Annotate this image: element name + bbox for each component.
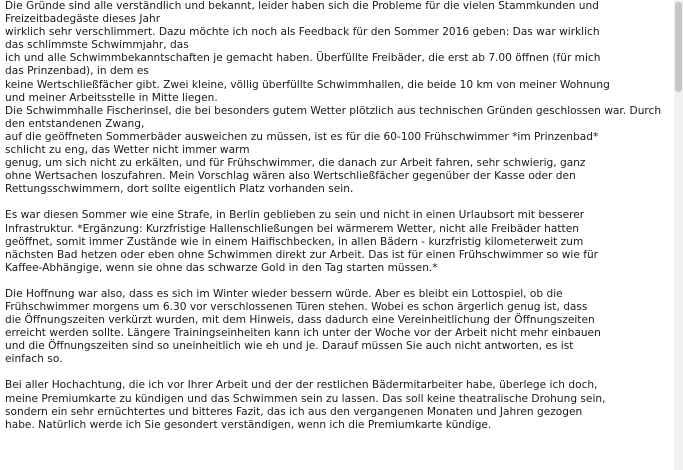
text-line: das schlimmste Schwimmjahr, das — [5, 39, 189, 52]
paragraph-1 — [5, 0, 669, 196]
text-line: ich und alle Schwimmbekanntschaften je gemacht haben. Überfüllte Freibäder, die erst ab 7.00 öffnen (für mich — [5, 52, 601, 65]
paragraph-3 — [5, 288, 669, 367]
paragraph-gap — [5, 275, 669, 288]
text-line: Frühschwimmer morgens um 6.30 vor verschlossenen Türen stehen. Wobei es schon ärgerlich genug ist, dass — [5, 300, 588, 313]
text-line: geöffnet, somit immer Zustände wie in einem Haifischbecken, in allen Bädern - kurzfristig kilometerweit zum — [5, 235, 584, 248]
text-line: das Prinzenbad), in dem es — [5, 65, 149, 78]
paragraph-gap — [5, 196, 669, 209]
text-line: wirklich sehr verschlimmert. Dazu möchte ich noch als Feedback für den Sommer 2016 geben: Das war wirklich — [5, 26, 600, 39]
text-line: auf die geöffneten Sommerbäder ausweichen zu müssen, ist es für die 60-100 Frühschwimmer *im Prinzenbad* — [5, 130, 599, 143]
text-line: Rettungsschwimmern, dort sollte eigentlich Platz vorhanden sein. — [5, 183, 354, 196]
text-line: Die Schwimmhalle Fischerinsel, die bei besonders gutem Wetter plötzlich aus technischen Gründen geschlossen war. Durch den entstandenen Zwang, — [5, 104, 662, 130]
text-line: und meiner Arbeitsstelle in Mitte liegen. — [5, 91, 218, 104]
text-line: Es war diesen Sommer wie eine Strafe, in Berlin geblieben zu sein und nicht in einen Urlaubsort mit besserer — [5, 209, 585, 222]
text-line: Kaffee-Abhängige, wenn sie ohne das schwarze Gold in den Tag starten müssen.* — [5, 261, 438, 274]
text-line: ohne Wertsachen loszufahren. Mein Vorschlag wären also Wertschließfächer gegenüber der Kasse oder den — [5, 170, 576, 183]
text-line: genug, um sich nicht zu erkälten, und für Frühschwimmer, die danach zur Arbeit fahren, sehr schwierig, ganz — [5, 157, 586, 170]
text-line: Die Gründe sind alle verständlich und bekannt, leider haben sich die Probleme für die vielen Stammkunden und — [5, 0, 599, 12]
paragraph-2 — [5, 209, 669, 274]
text-line: habe. Natürlich werde ich Sie gesondert verständigen, wenn ich die Premiumkarte kündige. — [5, 418, 492, 431]
paragraph-gap — [5, 366, 669, 379]
text-line: einfach so. — [5, 353, 63, 366]
vertical-scrollbar[interactable] — [674, 0, 683, 470]
text-line: meine Premiumkarte zu kündigen und das Schwimmen sein zu lassen. Das soll keine theatralische Drohung sein, — [5, 392, 606, 405]
text-line: erreicht werden sollte. Längere Trainingseinheiten kann ich unter der Woche vor der Arbeit nicht mehr einbauen — [5, 327, 601, 340]
text-line: Bei aller Hochachtung, die ich vor Ihrer Arbeit und der der restlichen Bädermitarbeiter habe, überlege ich doch, — [5, 379, 598, 392]
text-line: die Öffnungszeiten verkürzt wurden, mit dem Hinweis, dass dadurch eine Vereinheitlichung der Öffnungszeiten — [5, 314, 595, 327]
text-line: schlicht zu eng, das Wetter nicht immer warm — [5, 144, 250, 157]
scrollbar-thumb[interactable] — [675, 2, 682, 92]
text-line: sondern ein sehr ernüchtertes und bitteres Fazit, das ich aus den vergangenen Monaten und Jahren gezogen — [5, 405, 583, 418]
letter-text — [5, 0, 669, 432]
text-line: nächsten Bad hetzen oder eben ohne Schwimmen direkt zur Arbeit. Das ist für einen Frühschwimmer so wie für — [5, 248, 599, 261]
text-line: Infrastruktur. *Ergänzung: Kurzfristige Hallenschließungen bei wärmerem Wetter, nicht alle Freibäder hatten — [5, 222, 579, 235]
paragraph-4 — [5, 379, 669, 431]
text-line: und die Öffnungszeiten sind so uneinheitlich wie eh und je. Darauf müssen Sie auch nicht antworten, es ist — [5, 340, 574, 353]
text-line: Die Hoffnung war also, dass es sich im Winter wieder bessern würde. Aber es bleibt ein Lottospiel, ob die — [5, 287, 563, 300]
text-line: keine Wertschließfächer gibt. Zwei kleine, völlig überfüllte Schwimmhallen, die beide 10 km von meiner Wohnung — [5, 78, 610, 91]
text-line: Freizeitbadegäste dieses Jahr — [5, 13, 161, 26]
